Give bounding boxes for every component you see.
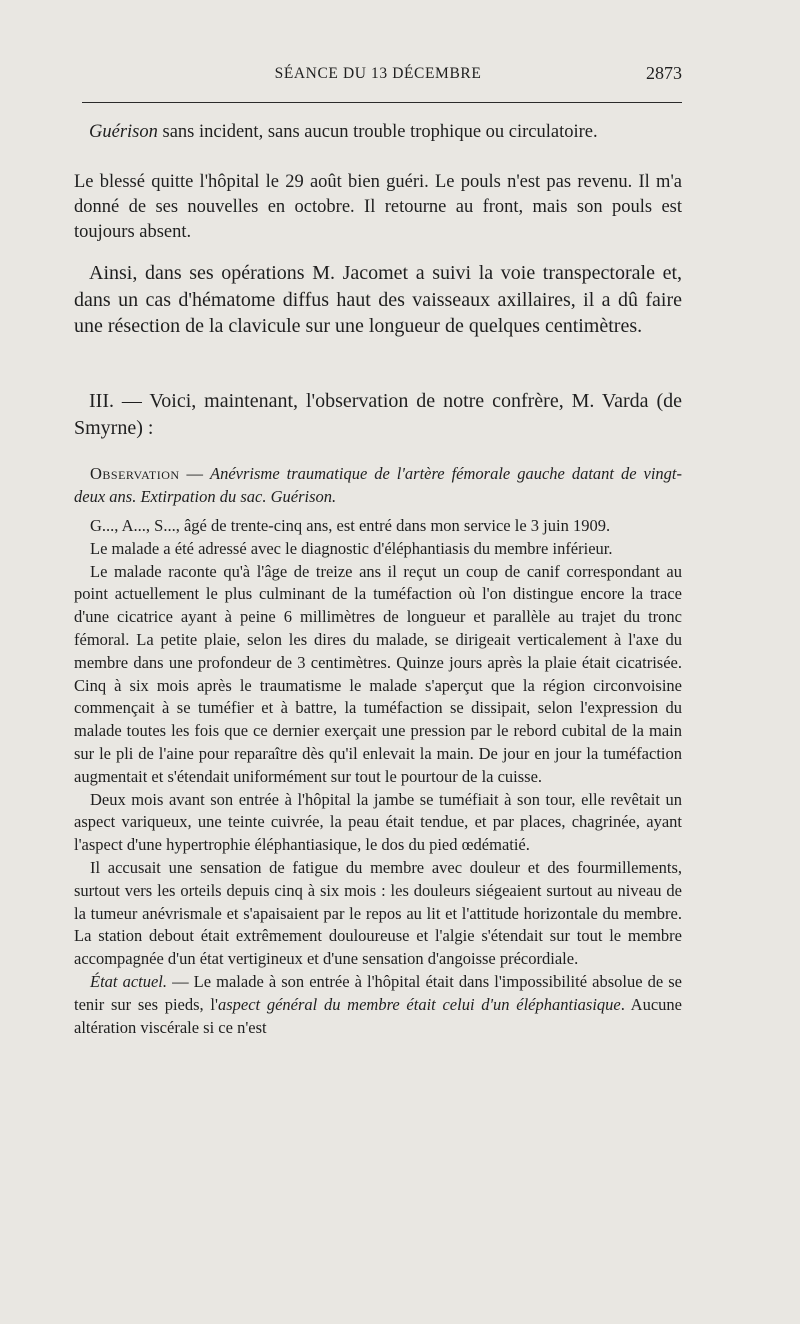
paragraph-section-iii: III. — Voici, maintenant, l'observation de notre confrère, M. Varda (de Smyrne) : bbox=[74, 390, 682, 439]
observation-heading bbox=[74, 463, 682, 509]
paragraph-discharge: Le blessé quitte l'hôpital le 29 août bien guéri. Le pouls n'est pas revenu. Il m'a donné de ses nouvelles en octobre. Il retourne au front, mais son pouls est toujours absent. bbox=[74, 172, 682, 242]
obs-paragraph-etat-actuel bbox=[74, 971, 682, 1039]
obs-paragraph: Le malade raconte qu'à l'âge de treize ans il reçut un coup de canif correspondant au point actuellement le plus culminant de la tuméfaction où l'on distingue encore la trace d'une cicatrice ayant à peine 6 millimètres de longueur et parallèle au trajet du tronc fémoral. La petite plaie, selon les dires du malade, se dirigeait verticalement à l'axe du membre dans une profondeur de 3 centimètres. Quinze jours après la plaie était cicatrisée. Cinq à six mois après le traumatisme le malade s'aperçut que la région circonvoisine commençait à se tuméfier et à battre, la tuméfaction se dissipait, selon l'expression du malade toutes les fois que ce dernier exerçait une pression par le rebord cubital de la main sur le pli de l'aine pour reparaître dès qu'il enlevait la main. De jour en jour la tuméfaction augmentait et s'étendait uniformément sur tout le pourtour de la cuisse. bbox=[74, 561, 682, 786]
guerison-text: sans incident, sans aucun trouble trophique ou circulatoire. bbox=[157, 122, 598, 142]
obs-paragraph: G..., A..., S..., âgé de trente-cinq ans, est entré dans mon service le 3 juin 1909. bbox=[90, 516, 611, 535]
etat-actuel-italic: aspect général du membre était celui d'un éléphantiasique bbox=[217, 994, 621, 1014]
observation-body bbox=[74, 515, 682, 1039]
etat-actuel-text-2: . Aucune altération viscérale si ce n'est bbox=[74, 994, 682, 1037]
paragraph-summary: Ainsi, dans ses opérations M. Jacomet a suivi la voie transpectorale et, dans un cas d'hématome diffus haut des vaisseaux axillaires, il a dû faire une résection de la clavicule sur une longueur de quelques centimètres. bbox=[74, 262, 682, 337]
obs-paragraph: Le malade a été adressé avec le diagnostic d'éléphantiasis du membre inférieur. bbox=[90, 538, 613, 558]
obs-paragraph: Il accusait une sensation de fatigue du membre avec douleur et des fourmillements, surtout vers les orteils depuis cinq à six mois : les douleurs siégeaient surtout au niveau de la tumeur anévrismale et s'apaisaient par le repos au lit et l'attitude horizontale du membre. La station debout était extrêmement douloureuse et l'algie s'étendait sur tout le membre accompagnée d'un état vertigineux et d'une sensation d'angoisse précordiale. bbox=[74, 857, 682, 969]
running-head: SÉANCE DU 13 DÉCEMBRE bbox=[274, 65, 482, 82]
obs-paragraph: Deux mois avant son entrée à l'hôpital la jambe se tuméfiait à son tour, elle revêtait un aspect variqueux, une teinte cuivrée, la peau était tendue, et par places, chagrinée, ayant l'aspect d'une hypertrophie éléphantiasique, le dos du pied œdématié. bbox=[74, 789, 682, 855]
page-header bbox=[74, 63, 682, 89]
etat-actuel-label: État actuel. bbox=[90, 971, 168, 991]
observation-label: Observation bbox=[90, 464, 180, 483]
page-number: 2873 bbox=[646, 63, 682, 83]
header-rule bbox=[82, 102, 682, 103]
guerison-label: Guérison bbox=[89, 122, 158, 142]
etat-actuel-text-1: — Le malade à son entrée à l'hôpital était dans l'impossibilité absolue de se tenir sur ses pieds, l' bbox=[74, 971, 682, 1014]
observation-title: Anévrisme traumatique de l'artère fémorale gauche datant de vingt-deux ans. Extirpation du sac. Guérison. bbox=[74, 464, 682, 506]
paragraph-guerison bbox=[74, 120, 682, 145]
observation-dash: — bbox=[179, 464, 211, 483]
